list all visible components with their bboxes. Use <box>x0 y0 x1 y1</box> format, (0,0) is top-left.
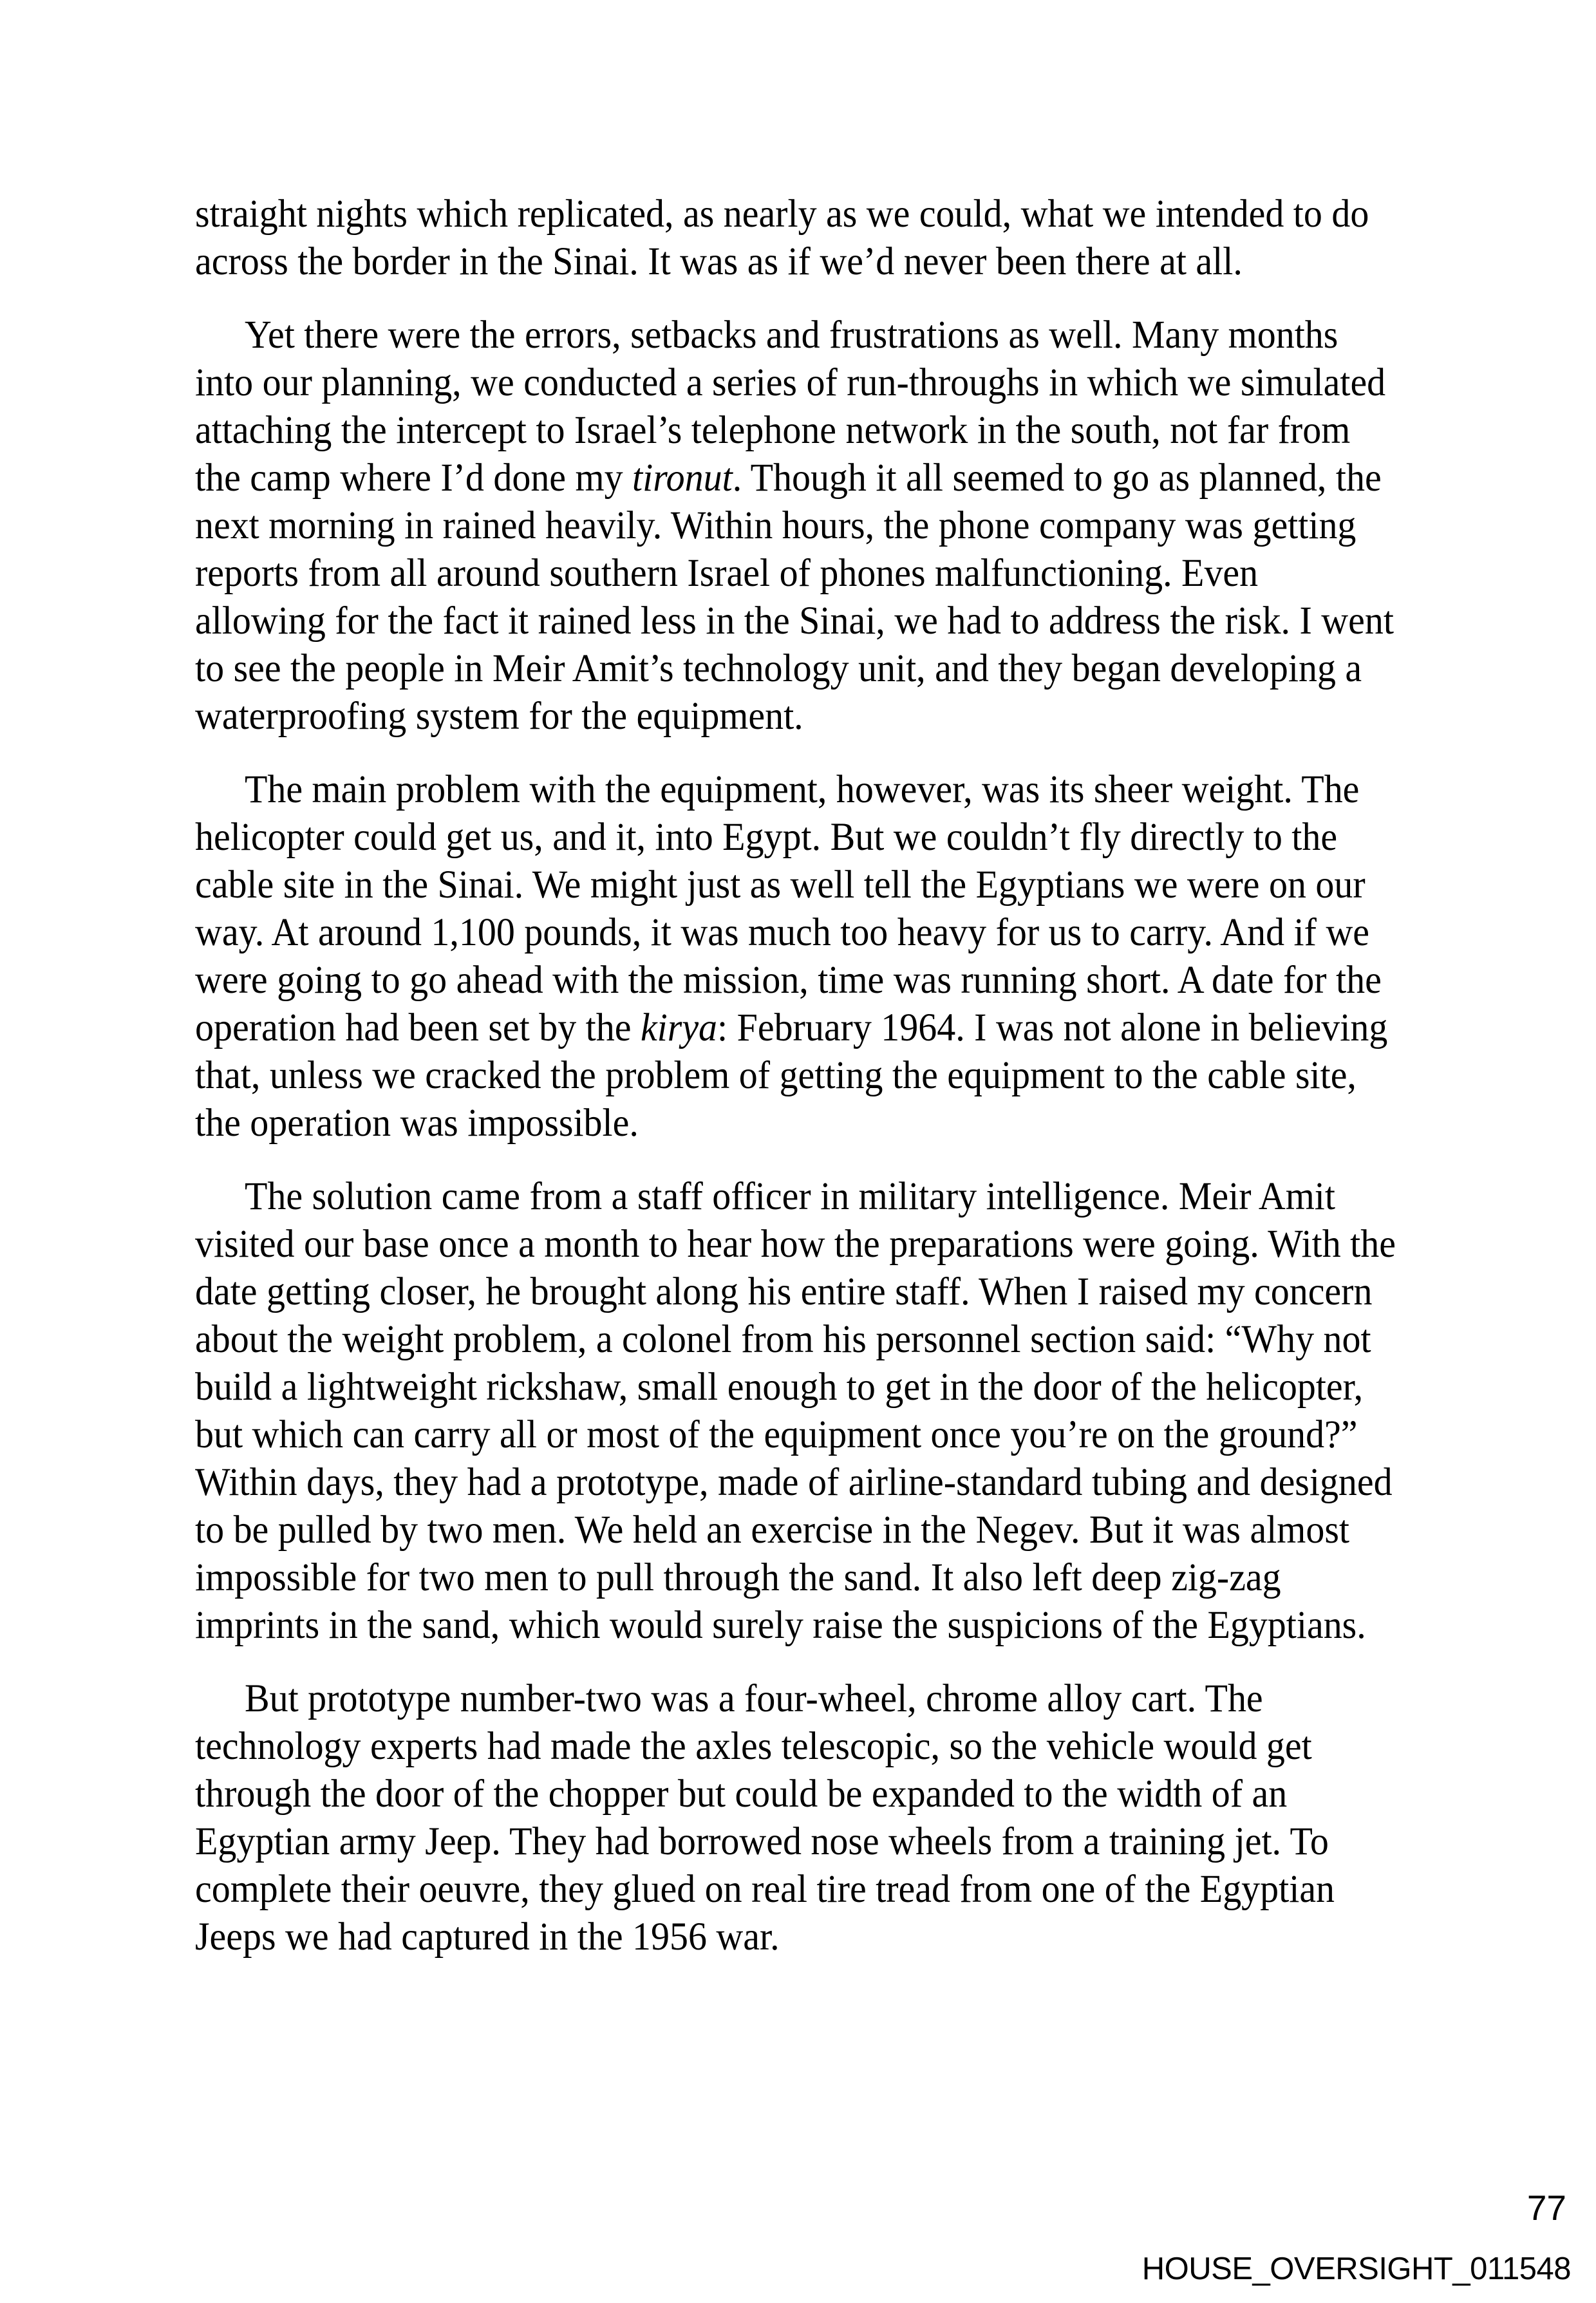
paragraph <box>195 766 1449 1147</box>
text-line: next morning in rained heavily. Within hours, the phone company was getting <box>195 504 1357 547</box>
text-line: The solution came from a staff officer in military intelligence. Meir Amit <box>244 1175 1335 1218</box>
text-line: But prototype number-two was a four-wheel, chrome alloy cart. The <box>244 1677 1263 1720</box>
bates-stamp: HOUSE_OVERSIGHT_011548 <box>1141 2251 1571 2286</box>
text-line: way. At around 1,100 pounds, it was much too heavy for us to carry. And if we <box>195 911 1370 954</box>
text-line: technology experts had made the axles telescopic, so the vehicle would get <box>195 1725 1312 1768</box>
text-line: visited our base once a month to hear how the preparations were going. With the <box>195 1223 1396 1266</box>
page-number: 77 <box>1526 2188 1566 2228</box>
text-line: the camp where I’d done my tironut. Though it all seemed to go as planned, the <box>195 456 1382 500</box>
text-line: cable site in the Sinai. We might just as well tell the Egyptians we were on our <box>195 863 1366 907</box>
text-line: impossible for two men to pull through the sand. It also left deep zig-zag <box>195 1556 1281 1599</box>
text-line: waterproofing system for the equipment. <box>195 695 803 738</box>
text-line: Yet there were the errors, setbacks and frustrations as well. Many months <box>244 314 1338 357</box>
body-text <box>195 191 1449 1961</box>
text-line: to see the people in Meir Amit’s technology unit, and they began developing a <box>195 647 1362 690</box>
text-line: imprints in the sand, which would surely raise the suspicions of the Egyptians. <box>195 1604 1366 1647</box>
text-line: The main problem with the equipment, however, was its sheer weight. The <box>244 768 1360 811</box>
text-line: into our planning, we conducted a series of run-throughs in which we simulated <box>195 361 1386 404</box>
paragraph <box>195 1173 1449 1650</box>
text-line: Egyptian army Jeep. They had borrowed nose wheels from a training jet. To <box>195 1820 1329 1863</box>
text-line: allowing for the fact it rained less in the Sinai, we had to address the risk. I went <box>195 599 1394 643</box>
text-line: Within days, they had a prototype, made of airline-standard tubing and designed <box>195 1461 1393 1504</box>
text-line: build a lightweight rickshaw, small enough to get in the door of the helicopter, <box>195 1366 1364 1409</box>
paragraph <box>195 1675 1449 1961</box>
paragraph <box>195 312 1449 740</box>
text-line: about the weight problem, a colonel from his personnel section said: “Why not <box>195 1318 1371 1361</box>
text-line: straight nights which replicated, as nearly as we could, what we intended to do <box>195 193 1369 236</box>
paragraph <box>195 191 1449 286</box>
text-line: were going to go ahead with the mission, time was running short. A date for the <box>195 959 1382 1002</box>
text-line: attaching the intercept to Israel’s telephone network in the south, not far from <box>195 409 1351 452</box>
text-line: date getting closer, he brought along his entire staff. When I raised my concern <box>195 1270 1373 1313</box>
text-line: Jeeps we had captured in the 1956 war. <box>195 1915 780 1959</box>
text-line: the operation was impossible. <box>195 1102 639 1145</box>
text-line: complete their oeuvre, they glued on real tire tread from one of the Egyptian <box>195 1868 1335 1911</box>
text-line: across the border in the Sinai. It was as if we’d never been there at all. <box>195 240 1243 283</box>
text-line: reports from all around southern Israel of phones malfunctioning. Even <box>195 552 1259 595</box>
text-line: through the door of the chopper but could be expanded to the width of an <box>195 1772 1288 1816</box>
text-line: but which can carry all or most of the equipment once you’re on the ground?” <box>195 1413 1358 1456</box>
text-line: operation had been set by the kirya: February 1964. I was not alone in believing <box>195 1006 1388 1049</box>
text-line: that, unless we cracked the problem of getting the equipment to the cable site, <box>195 1054 1357 1097</box>
text-line: to be pulled by two men. We held an exercise in the Negev. But it was almost <box>195 1509 1349 1552</box>
text-line: helicopter could get us, and it, into Egypt. But we couldn’t fly directly to the <box>195 816 1338 859</box>
